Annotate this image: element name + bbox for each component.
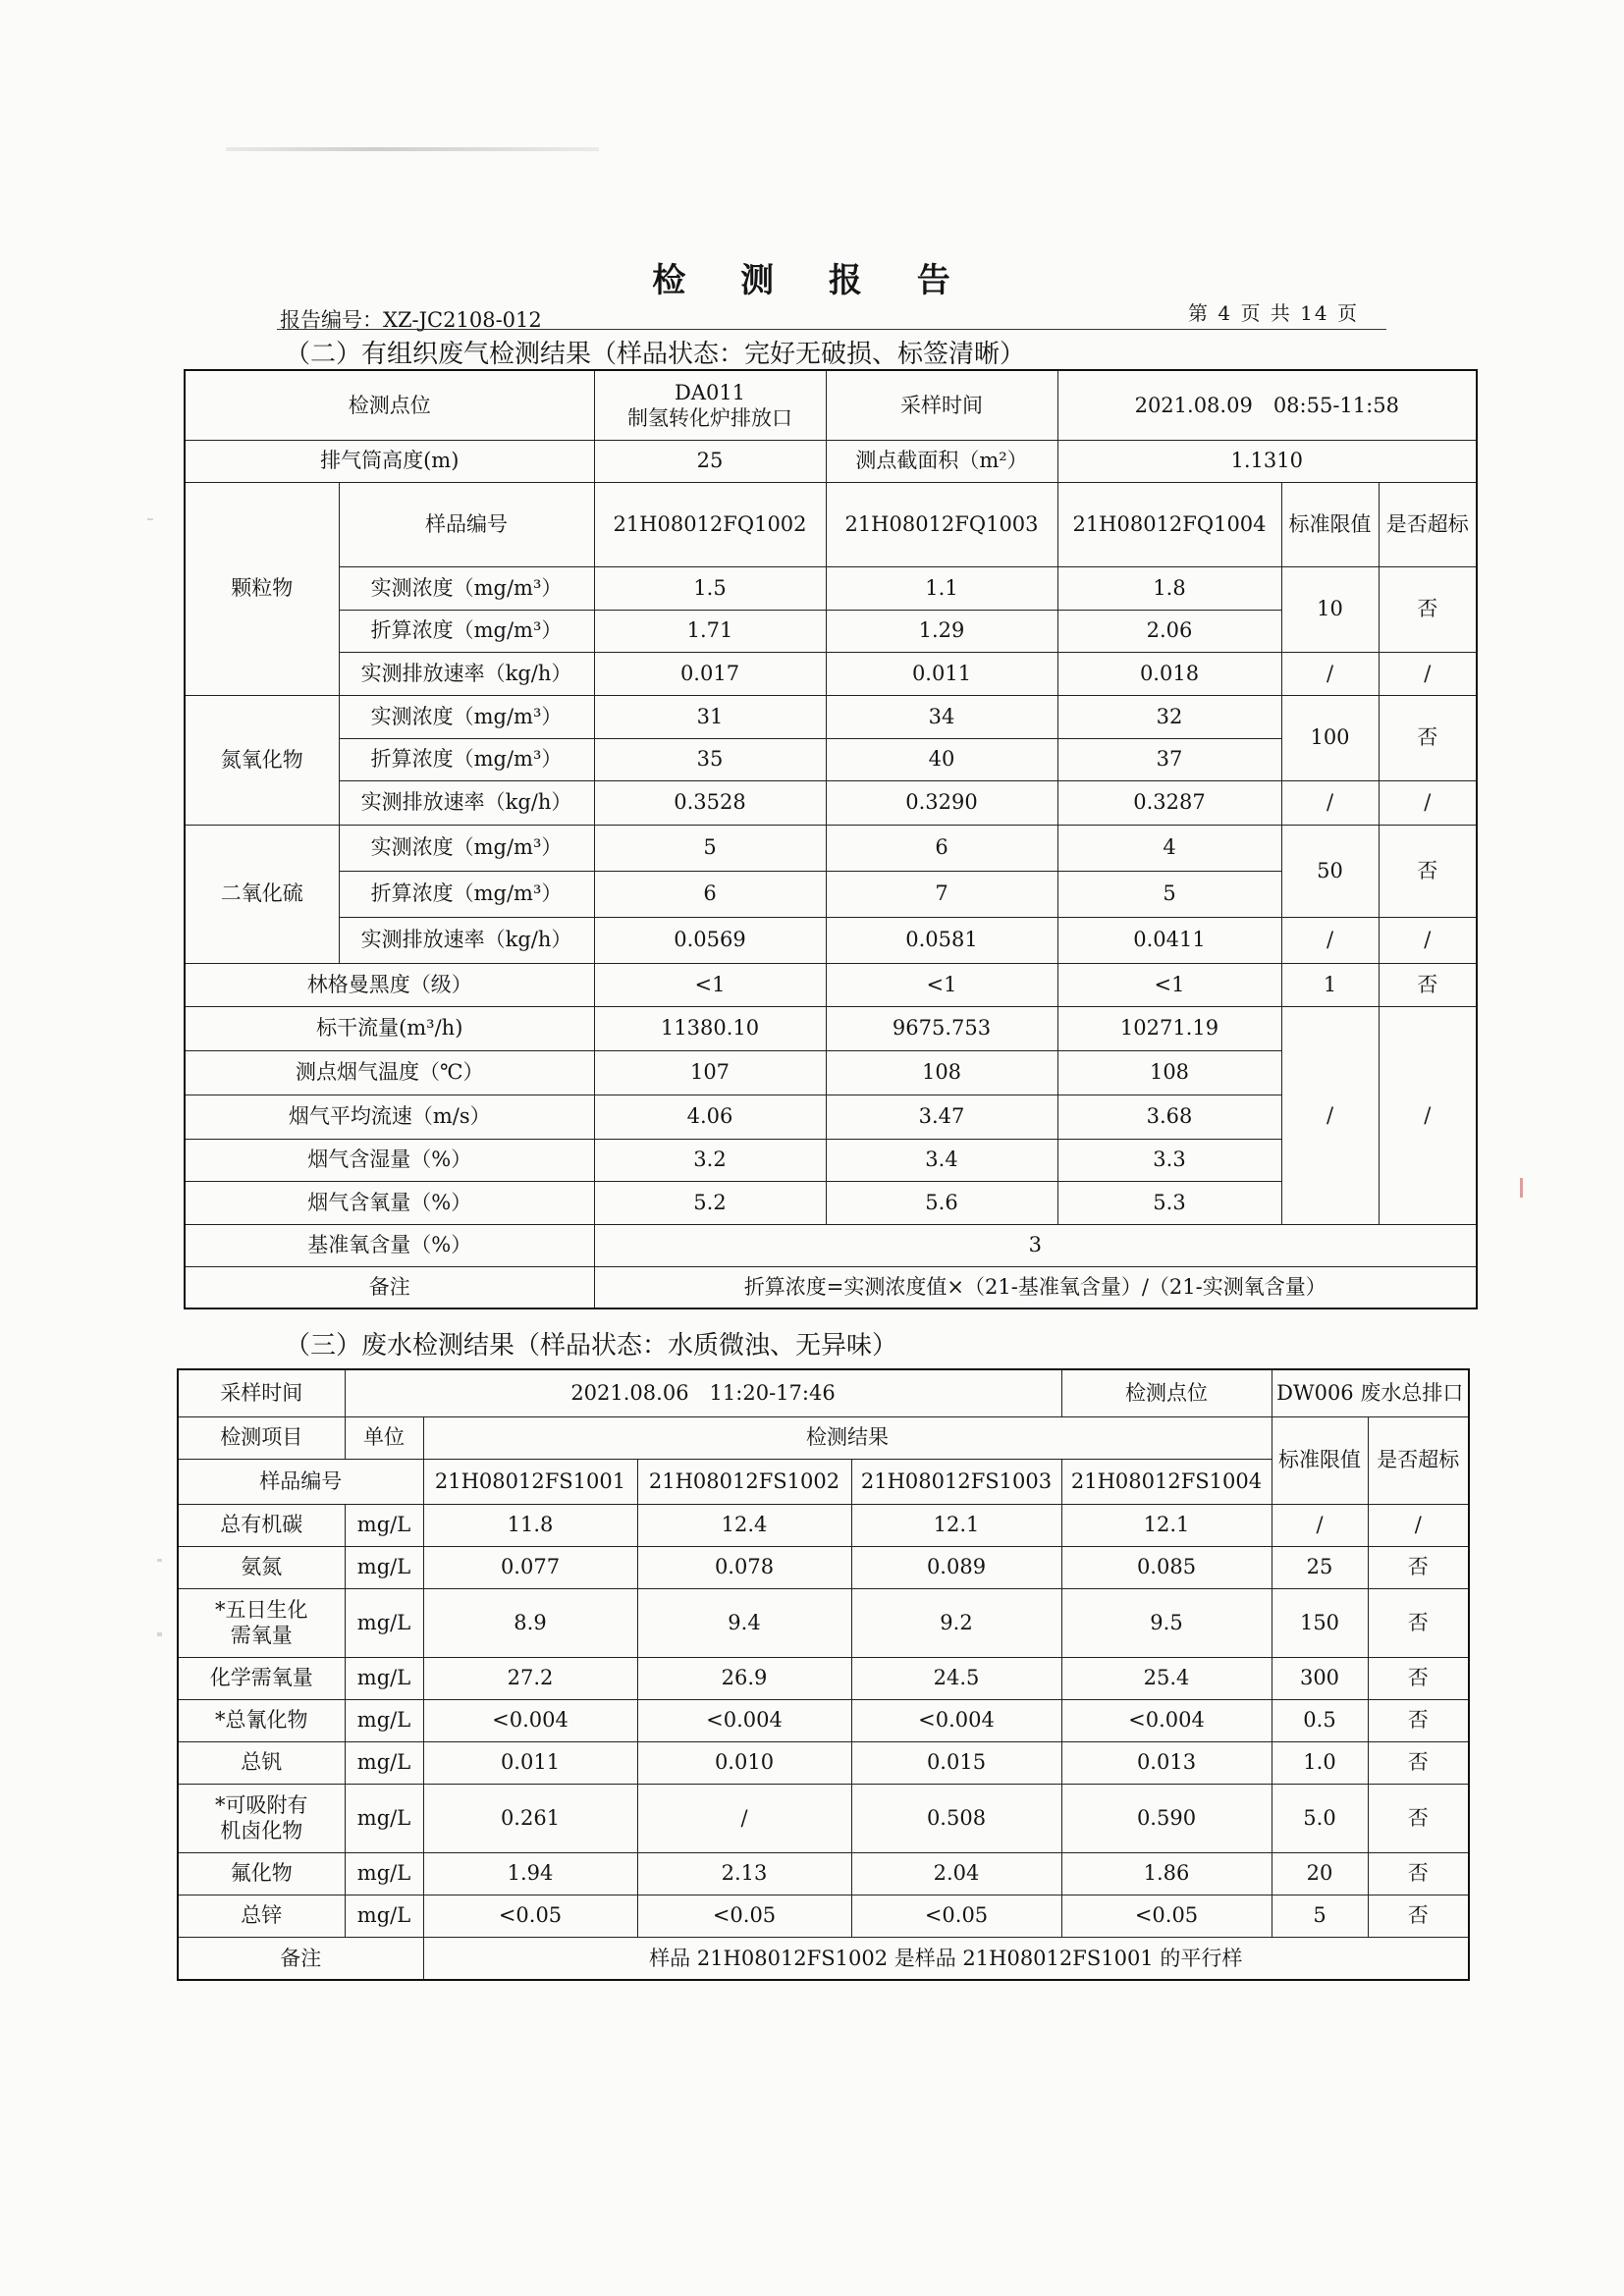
scan-dot <box>157 1559 162 1562</box>
table-row <box>178 1895 1469 1937</box>
value-cell: 1.29 <box>826 610 1057 652</box>
value-cell: 9.5 <box>1061 1588 1272 1657</box>
limit-value: 100 <box>1281 695 1379 780</box>
row-label: 折算浓度（mg/m³） <box>339 871 594 917</box>
value-cell: 0.017 <box>594 652 826 695</box>
section-heading-waste-water: （三）废水检测结果（样品状态：水质微浊、无异味） <box>285 1331 898 1361</box>
value-cell: 25.4 <box>1061 1657 1272 1699</box>
scan-dot <box>1520 1178 1523 1198</box>
value-cell: 37 <box>1057 738 1281 780</box>
value-cell: 3.4 <box>826 1139 1057 1181</box>
value-cell: 2.06 <box>1057 610 1281 652</box>
time-label: 采样时间 <box>178 1369 345 1416</box>
sample-no: 21H08012FS1003 <box>851 1459 1061 1504</box>
value-cell: 6 <box>826 825 1057 871</box>
table-row <box>178 1588 1469 1657</box>
exceed-value: / <box>1379 652 1477 695</box>
table-row <box>185 825 1477 871</box>
value-cell: <1 <box>1057 963 1281 1006</box>
value-cell: 26.9 <box>637 1657 851 1699</box>
row-label: 基准氧含量（%） <box>185 1224 594 1266</box>
point-value: DW006 废水总排口 <box>1272 1369 1469 1416</box>
exceed-value: / <box>1379 1006 1477 1224</box>
exceed-value: / <box>1379 917 1477 963</box>
value-cell: 0.078 <box>637 1546 851 1588</box>
value-cell: <0.05 <box>637 1895 851 1937</box>
value-cell: <0.05 <box>851 1895 1061 1937</box>
value-cell: <0.004 <box>423 1699 637 1741</box>
row-label: 烟气含氧量（%） <box>185 1181 594 1224</box>
exceed-label: 是否超标 <box>1368 1416 1469 1504</box>
value-cell: 1.86 <box>1061 1852 1272 1895</box>
limit-value: 10 <box>1281 566 1379 652</box>
remark-text: 样品 21H08012FS1002 是样品 21H08012FS1001 的平行样 <box>423 1937 1469 1980</box>
value-cell: 10271.19 <box>1057 1006 1281 1050</box>
table-row <box>185 1006 1477 1050</box>
value-cell: <0.05 <box>1061 1895 1272 1937</box>
page-info: 第 4 页 共 14 页 <box>1188 301 1359 325</box>
value-cell: 0.089 <box>851 1546 1061 1588</box>
row-label: 实测浓度（mg/m³） <box>339 566 594 610</box>
exceed-value: 否 <box>1368 1657 1469 1699</box>
report-title: 检 测 报 告 <box>652 261 972 300</box>
value-cell: 3.3 <box>1057 1139 1281 1181</box>
value-cell: / <box>637 1784 851 1852</box>
area-label: 测点截面积（m²） <box>826 440 1057 482</box>
item-label: 检测项目 <box>178 1416 345 1459</box>
table-row <box>178 1504 1469 1546</box>
value-cell: <0.004 <box>1061 1699 1272 1741</box>
value-cell: 0.0581 <box>826 917 1057 963</box>
row-label: 实测浓度（mg/m³） <box>339 695 594 738</box>
value-cell: 12.4 <box>637 1504 851 1546</box>
row-label: 实测排放速率（kg/h） <box>339 917 594 963</box>
value-cell: 5.6 <box>826 1181 1057 1224</box>
value-cell: 3.2 <box>594 1139 826 1181</box>
scan-dot <box>157 1632 162 1636</box>
value-cell: 31 <box>594 695 826 738</box>
table-row <box>185 370 1477 440</box>
sample-no: 21H08012FS1004 <box>1061 1459 1272 1504</box>
table-row <box>178 1937 1469 1980</box>
point-name: 制氢转化炉排放口 <box>627 405 792 430</box>
value-cell: 0.3528 <box>594 780 826 825</box>
value-cell: 5.2 <box>594 1181 826 1224</box>
limit-value: / <box>1272 1504 1368 1546</box>
exceed-value: 否 <box>1379 566 1477 652</box>
remark-label: 备注 <box>185 1266 594 1308</box>
header-divider <box>277 329 1386 330</box>
row-label: 实测浓度（mg/m³） <box>339 825 594 871</box>
value-cell: 108 <box>826 1050 1057 1095</box>
value-cell: 1.71 <box>594 610 826 652</box>
item-name <box>178 1588 345 1657</box>
value-cell: 1.1 <box>826 566 1057 610</box>
sample-no: 21H08012FQ1004 <box>1057 482 1281 566</box>
limit-value: / <box>1281 652 1379 695</box>
table-row <box>185 780 1477 825</box>
limit-value: 25 <box>1272 1546 1368 1588</box>
value-cell: 4 <box>1057 825 1281 871</box>
exceed-value: / <box>1379 780 1477 825</box>
exceed-value: 否 <box>1368 1784 1469 1852</box>
value-cell: 27.2 <box>423 1657 637 1699</box>
exceed-label: 是否超标 <box>1379 482 1477 566</box>
limit-value: 20 <box>1272 1852 1368 1895</box>
value-cell: 0.011 <box>423 1741 637 1784</box>
stack-height-label: 排气筒高度(m) <box>185 440 594 482</box>
value-cell: <0.004 <box>637 1699 851 1741</box>
exceed-value: 否 <box>1368 1588 1469 1657</box>
unit: mg/L <box>345 1699 423 1741</box>
value-cell: 107 <box>594 1050 826 1095</box>
value-cell: 0.011 <box>826 652 1057 695</box>
row-label: 烟气含湿量（%） <box>185 1139 594 1181</box>
value-cell: 1.5 <box>594 566 826 610</box>
time-value: 2021.08.06 11:20-17:46 <box>345 1369 1061 1416</box>
value-cell: 3.47 <box>826 1095 1057 1139</box>
section-heading-waste-gas: （二）有组织废气检测结果（样品状态：完好无破损、标签清晰） <box>285 340 1026 369</box>
unit: mg/L <box>345 1741 423 1784</box>
ref-oxygen-value: 3 <box>594 1224 1477 1266</box>
sample-no-label: 样品编号 <box>339 482 594 566</box>
table-row <box>185 440 1477 482</box>
limit-value: 1 <box>1281 963 1379 1006</box>
table-row <box>178 1784 1469 1852</box>
value-cell: 11380.10 <box>594 1006 826 1050</box>
limit-value: 150 <box>1272 1588 1368 1657</box>
item-name-text: *可吸附有机卤化物 <box>215 1792 308 1842</box>
value-cell: 9.4 <box>637 1588 851 1657</box>
value-cell: 0.508 <box>851 1784 1061 1852</box>
limit-value: / <box>1281 780 1379 825</box>
value-cell: 1.94 <box>423 1852 637 1895</box>
remark-label: 备注 <box>178 1937 423 1980</box>
table-row <box>178 1546 1469 1588</box>
row-label: 测点烟气温度（℃） <box>185 1050 594 1095</box>
item-name: *总氰化物 <box>178 1699 345 1741</box>
unit: mg/L <box>345 1657 423 1699</box>
limit-value: 5 <box>1272 1895 1368 1937</box>
exceed-value: 否 <box>1368 1852 1469 1895</box>
value-cell: 0.013 <box>1061 1741 1272 1784</box>
unit-label: 单位 <box>345 1416 423 1459</box>
table-row <box>185 917 1477 963</box>
value-cell: 7 <box>826 871 1057 917</box>
unit: mg/L <box>345 1588 423 1657</box>
value-cell: 0.010 <box>637 1741 851 1784</box>
value-cell: 8.9 <box>423 1588 637 1657</box>
table-row <box>178 1741 1469 1784</box>
value-cell: 5 <box>594 825 826 871</box>
value-cell: <1 <box>594 963 826 1006</box>
limit-label: 标准限值 <box>1272 1416 1368 1504</box>
table-row <box>185 1266 1477 1308</box>
value-cell: 0.3290 <box>826 780 1057 825</box>
table-row <box>185 695 1477 738</box>
scan-artifact <box>226 147 599 151</box>
table-row <box>178 1416 1469 1459</box>
value-cell: 24.5 <box>851 1657 1061 1699</box>
limit-value: / <box>1281 917 1379 963</box>
group-name: 氮氧化物 <box>185 695 339 825</box>
value-cell: 34 <box>826 695 1057 738</box>
table-row <box>185 963 1477 1006</box>
time-label: 采样时间 <box>826 370 1057 440</box>
value-cell: 3.68 <box>1057 1095 1281 1139</box>
limit-value: 50 <box>1281 825 1379 917</box>
value-cell: 35 <box>594 738 826 780</box>
value-cell: <1 <box>826 963 1057 1006</box>
exceed-value: 否 <box>1368 1895 1469 1937</box>
value-cell: 12.1 <box>1061 1504 1272 1546</box>
unit: mg/L <box>345 1852 423 1895</box>
exceed-value: 否 <box>1368 1741 1469 1784</box>
value-cell: <0.05 <box>423 1895 637 1937</box>
item-name: 总有机碳 <box>178 1504 345 1546</box>
item-name <box>178 1784 345 1852</box>
area-value: 1.1310 <box>1057 440 1477 482</box>
value-cell: 0.018 <box>1057 652 1281 695</box>
value-cell: 0.590 <box>1061 1784 1272 1852</box>
exceed-value: 否 <box>1379 825 1477 917</box>
row-label: 实测排放速率（kg/h） <box>339 780 594 825</box>
item-name: 总锌 <box>178 1895 345 1937</box>
limit-label: 标准限值 <box>1281 482 1379 566</box>
item-name: 化学需氧量 <box>178 1657 345 1699</box>
row-label: 折算浓度（mg/m³） <box>339 738 594 780</box>
row-label: 实测排放速率（kg/h） <box>339 652 594 695</box>
value-cell: 0.261 <box>423 1784 637 1852</box>
value-cell: 0.0411 <box>1057 917 1281 963</box>
sample-no: 21H08012FS1002 <box>637 1459 851 1504</box>
value-cell: 9675.753 <box>826 1006 1057 1050</box>
waste-water-table <box>177 1368 1470 1981</box>
table-row <box>185 1224 1477 1266</box>
group-name: 颗粒物 <box>185 482 339 695</box>
value-cell: 0.3287 <box>1057 780 1281 825</box>
row-label: 标干流量(m³/h) <box>185 1006 594 1050</box>
stack-height-value: 25 <box>594 440 826 482</box>
scan-dot <box>147 518 153 520</box>
row-label: 折算浓度（mg/m³） <box>339 610 594 652</box>
value-cell: 5.3 <box>1057 1181 1281 1224</box>
row-label: 林格曼黑度（级） <box>185 963 594 1006</box>
value-cell: 0.0569 <box>594 917 826 963</box>
result-label: 检测结果 <box>423 1416 1272 1459</box>
point-label: 检测点位 <box>185 370 594 440</box>
time-value: 2021.08.09 08:55-11:58 <box>1057 370 1477 440</box>
item-name: 氟化物 <box>178 1852 345 1895</box>
table-row <box>178 1699 1469 1741</box>
unit: mg/L <box>345 1504 423 1546</box>
table-row <box>178 1852 1469 1895</box>
remark-text: 折算浓度=实测浓度值×（21-基准氧含量）/（21-实测氧含量） <box>594 1266 1477 1308</box>
exceed-value: 否 <box>1368 1546 1469 1588</box>
value-cell: 40 <box>826 738 1057 780</box>
value-cell: 6 <box>594 871 826 917</box>
exceed-value: 否 <box>1368 1699 1469 1741</box>
sample-no: 21H08012FQ1003 <box>826 482 1057 566</box>
value-cell: <0.004 <box>851 1699 1061 1741</box>
value-cell: 2.04 <box>851 1852 1061 1895</box>
item-name-text: *五日生化需氧量 <box>215 1597 308 1647</box>
value-cell: 108 <box>1057 1050 1281 1095</box>
limit-value: 300 <box>1272 1657 1368 1699</box>
item-name: 总钒 <box>178 1741 345 1784</box>
value-cell: 5 <box>1057 871 1281 917</box>
unit: mg/L <box>345 1546 423 1588</box>
point-label: 检测点位 <box>1061 1369 1272 1416</box>
point-code: DA011 <box>674 380 746 404</box>
sample-no: 21H08012FS1001 <box>423 1459 637 1504</box>
value-cell: 0.077 <box>423 1546 637 1588</box>
value-cell: 1.8 <box>1057 566 1281 610</box>
value-cell: 2.13 <box>637 1852 851 1895</box>
table-row <box>185 482 1477 566</box>
sample-no: 21H08012FQ1002 <box>594 482 826 566</box>
row-label: 烟气平均流速（m/s） <box>185 1095 594 1139</box>
value-cell: 32 <box>1057 695 1281 738</box>
limit-value: 0.5 <box>1272 1699 1368 1741</box>
sample-no-label: 样品编号 <box>178 1459 423 1504</box>
value-cell: 0.085 <box>1061 1546 1272 1588</box>
table-row <box>185 652 1477 695</box>
group-name: 二氧化硫 <box>185 825 339 963</box>
unit: mg/L <box>345 1784 423 1852</box>
value-cell: 11.8 <box>423 1504 637 1546</box>
value-cell: 9.2 <box>851 1588 1061 1657</box>
table-row <box>185 566 1477 610</box>
exceed-value: 否 <box>1379 963 1477 1006</box>
exceed-value: / <box>1368 1504 1469 1546</box>
limit-value: 1.0 <box>1272 1741 1368 1784</box>
exceed-value: 否 <box>1379 695 1477 780</box>
value-cell: 12.1 <box>851 1504 1061 1546</box>
item-name: 氨氮 <box>178 1546 345 1588</box>
table-row <box>178 1369 1469 1416</box>
value-cell: 0.015 <box>851 1741 1061 1784</box>
point-cell <box>594 370 826 440</box>
waste-gas-table <box>184 369 1478 1309</box>
limit-value: 5.0 <box>1272 1784 1368 1852</box>
value-cell: 4.06 <box>594 1095 826 1139</box>
unit: mg/L <box>345 1895 423 1937</box>
table-row <box>178 1657 1469 1699</box>
report-number: 报告编号：XZ-JC2108-012 <box>280 308 542 332</box>
limit-value: / <box>1281 1006 1379 1224</box>
